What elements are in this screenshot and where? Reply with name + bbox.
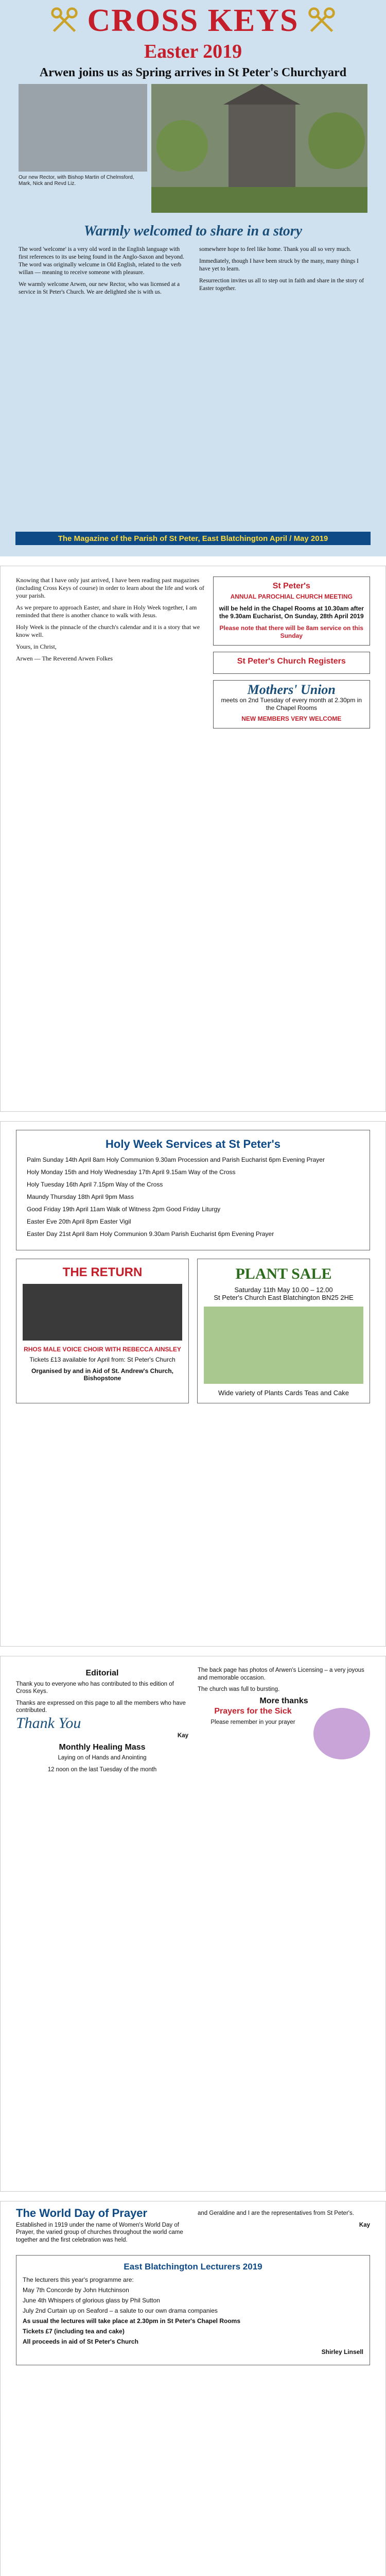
lecture-item: May 7th Concorde by John Hutchinson (23, 2286, 129, 2294)
clergy-photo (19, 84, 147, 172)
service-line: Good Friday 19th April 11am Walk of Witness 2pm Good Friday Liturgy (27, 1206, 221, 1213)
plants-photo (204, 1307, 363, 1384)
rector-letter: Yours, in Christ, (16, 643, 57, 650)
apcm-title: St Peter's (272, 582, 310, 590)
page-5 (0, 2201, 386, 2576)
prayers-title: Prayers for the Sick (214, 1707, 292, 1716)
wdp-sign: Kay (359, 2222, 370, 2228)
welcome-headline: Warmly welcomed to share in a story (83, 223, 303, 239)
concert-poster (16, 1259, 189, 1403)
editorial-title: Editorial (85, 1669, 119, 1677)
photo-caption: Our new Rector, with Bishop Martin of Chelmsford, Mark, Nick and Revd Liz. (19, 175, 134, 187)
wdp-text: and Geraldine and I are the representatives from St Peter's. (198, 2210, 354, 2216)
concert-title: THE RETURN (62, 1265, 143, 1279)
lead-headline: Arwen joins us as Spring arrives in St Peter's Churchyard (39, 66, 347, 79)
concert-headline: RHOS MALE VOICE CHOIR WITH REBECCA AINSLEY (24, 1346, 181, 1353)
editorial-text: The back page has photos of Arwen's Licensing – a very joyous and memorable occasion. (198, 1667, 364, 1681)
cover-text: The word 'welcome' is a very old word in the English language with first references to its use being found in the Anglo-Saxon and beyond. The word was originally welcume in Old English, related to the verb willan — meaning to receive someone with pleasure. (19, 246, 184, 276)
mu-body: meets on 2nd Tuesday of every month at 2.30pm in the Chapel Rooms (221, 697, 362, 711)
issue-title: Easter 2019 (144, 41, 242, 62)
mu-title: Mothers' Union (247, 682, 336, 697)
plant-sale-poster (197, 1259, 370, 1403)
service-line: Easter Day 21st April 8am Holy Communion 9.30am Parish Eucharist 6pm Evening Prayer (27, 1230, 274, 1238)
healing-body: Laying on of Hands and Anointing (58, 1755, 147, 1761)
thank-you: Thank You (16, 1714, 81, 1732)
prayers-sub: Please remember in your prayer (210, 1719, 295, 1725)
plant-sale-title: PLANT SALE (235, 1265, 332, 1282)
mu-new: NEW MEMBERS VERY WELCOME (241, 715, 342, 722)
service-line: Maundy Thursday 18th April 9pm Mass (27, 1193, 134, 1200)
apcm-body: will be held in the Chapel Rooms at 10.30am after the 9.30am Eucharist, On Sunday, 28th April 2019 (219, 605, 364, 620)
apcm-subtitle: ANNUAL PAROCHIAL CHURCH MEETING (230, 593, 353, 600)
lectures-sign: Shirley Linsell (321, 2348, 363, 2355)
cross-keys-icon (50, 6, 79, 35)
rector-letter: Arwen — The Reverend Arwen Folkes (16, 655, 113, 662)
wdp-text: Established in 1919 under the name of Women's World Day of Prayer, the varied group of churches throughout the world came together and the first celebration was held. (16, 2222, 183, 2243)
masthead (0, 0, 386, 41)
editor-sign: Kay (177, 1733, 188, 1739)
plant-sale-venue: St Peter's Church East Blatchington BN25 2HE (214, 1294, 354, 1301)
lecture-item: As usual the lectures will take place at 2.30pm in St Peter's Chapel Rooms (23, 2317, 240, 2325)
cover-text: Immediately, though I have been struck by the many, many things I have yet to learn. (199, 258, 359, 272)
holy-week-services (16, 1130, 370, 1250)
choir-photo (23, 1284, 182, 1341)
wdp-title: The World Day of Prayer (16, 2207, 148, 2219)
concert-footer: Organised by and in Aid of St. Andrew's Church, Bishopstone (31, 1367, 173, 1382)
cover-text: somewhere hope to feel like home. Thank you all so very much. (199, 246, 352, 252)
concert-body: Tickets £13 available for April from: St Peter's Church (29, 1356, 176, 1363)
cross-keys-icon (307, 6, 336, 35)
healing-title: Monthly Healing Mass (59, 1742, 146, 1752)
service-line: Easter Eve 20th April 8pm Easter Vigil (27, 1218, 131, 1225)
lectures-title: East Blatchington Lecturers 2019 (124, 2262, 262, 2272)
lectures-intro: The lecturers this year's programme are: (23, 2276, 134, 2283)
editorial-text: The church was full to bursting. (198, 1686, 280, 1692)
plant-sale-date: Saturday 11th May 10.00 – 12.00 (234, 1286, 333, 1294)
cover-page (0, 0, 386, 556)
magazine-title: CROSS KEYS (87, 3, 299, 38)
apcm-notice (213, 577, 370, 646)
registers (213, 652, 370, 674)
page-2 (0, 566, 386, 1112)
lecture-item: All proceeds in aid of St Peter's Church (23, 2338, 138, 2345)
service-line: Holy Tuesday 16th April 7.15pm Way of the Cross (27, 1181, 163, 1188)
registers-title: St Peter's Church Registers (237, 657, 346, 666)
editorial-text: Thank you to everyone who has contributed to this edition of Cross Keys. (16, 1681, 174, 1694)
editorial-text: Thanks are expressed on this page to all the members who have contributed. (16, 1700, 186, 1714)
lecture-item: Tickets £7 (including tea and cake) (23, 2328, 125, 2335)
apcm-note: Please note that there will be 8am service on this Sunday (219, 624, 363, 639)
rector-letter: As we prepare to approach Easter, and share in Holy Week together, I am reminded that there is another chance to walk with Jesus. (16, 604, 197, 619)
lectures-box (16, 2255, 370, 2365)
lecture-item: July 2nd Curtain up on Seaford – a salute to our own drama companies (23, 2307, 218, 2314)
footer-banner: The Magazine of the Parish of St Peter, East Blatchington April / May 2019 (15, 532, 371, 545)
cover-text: We warmly welcome Arwen, our new Rector, who was licensed at a service in St Peter's Church. We are delighted she is with us. (19, 281, 180, 295)
flowers-photo (313, 1708, 370, 1759)
holy-week-title: Holy Week Services at St Peter's (106, 1138, 280, 1150)
plant-sale-body: Wide variety of Plants Cards Teas and Cake (218, 1389, 349, 1397)
cover-text: Resurrection invites us all to step out in faith and share in the story of Easter together. (199, 278, 364, 292)
service-line: Palm Sunday 14th April 8am Holy Communion 9.30am Procession and Parish Eucharist 6pm Evening Prayer (27, 1156, 325, 1163)
lecture-item: June 4th Whispers of glorious glass by Phil Sutton (23, 2297, 160, 2304)
page-4 (0, 1656, 386, 2192)
rector-letter: Knowing that I have only just arrived, I have been reading past magazines (including Cross Keys of course) in order to learn about the life and work of your parish. (16, 577, 204, 599)
healing-note: 12 noon on the last Tuesday of the month (47, 1766, 157, 1773)
service-line: Holy Monday 15th and Holy Wednesday 17th April 9.15am Way of the Cross (27, 1168, 236, 1176)
mothers-union (213, 680, 370, 728)
page-3 (0, 1121, 386, 1647)
churchyard-photo (151, 84, 367, 213)
more-thanks-title: More thanks (259, 1696, 308, 1705)
rector-letter: Holy Week is the pinnacle of the church's calendar and it is a story that we know well. (16, 623, 200, 638)
